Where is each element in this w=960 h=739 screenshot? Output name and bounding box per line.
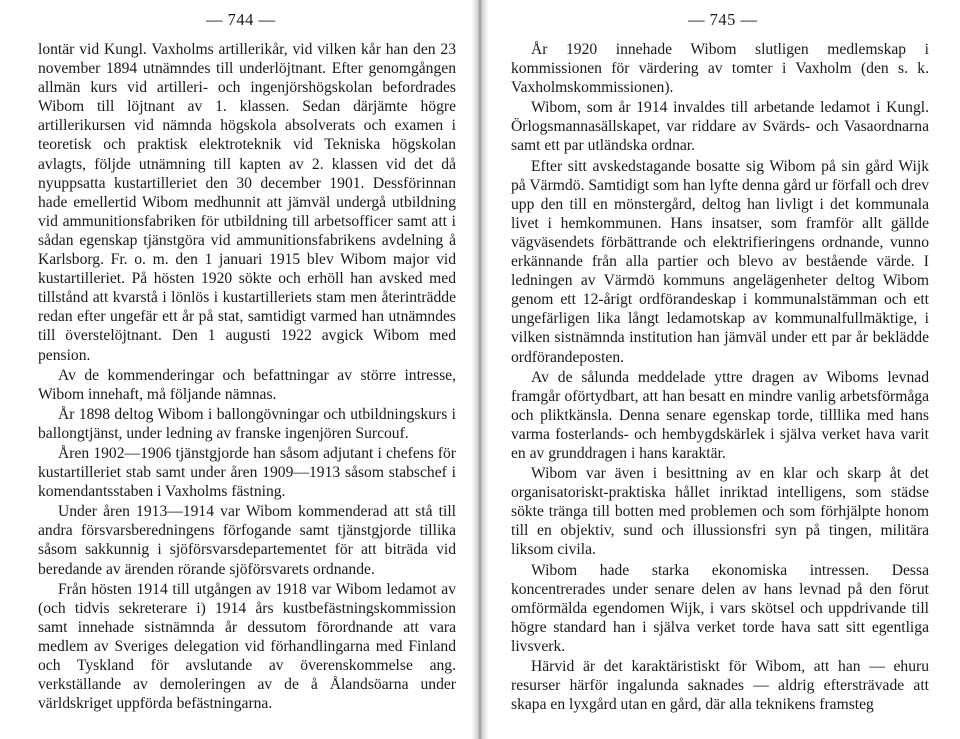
paragraph: Av de kommenderingar och befattningar av större intresse, Wibom innehaft, må följande nämnas. [38, 366, 456, 403]
body-text [511, 40, 929, 714]
paragraph: Från hösten 1914 till utgången av 1918 var Wibom ledamot av (och tidvis sekreterare i) 1914 års kustbefästningskommission samt innehade sistnämnda år dessutom förordnande att vara medlem av Sveriges delegation vid förhandlingarna med Finland och Tyskland för avslutande av överenskommelse ang. verkställande av demoleringen av de å Ålandsöarna under världskriget uppförda befästningarna. [38, 580, 456, 713]
paragraph: Under åren 1913—1914 var Wibom kommenderad att stå till andra försvarsberedningens förfogande samt tjänstgjorde tillika såsom sakkunnig i sjöförsvarsdepartementet för att biträda vid beredande av ärenden rörande sjöförsvarets ordnande. [38, 503, 456, 578]
paragraph: Wibom var även i besittning av en klar och skarp åt det organisatoriskt-praktiska hållet inriktad intelligens, som städse sökte tränga till botten med problemen och som förhjälpte honom till en objektiv, sund och illussionsfri syn på tingen, militära liksom civila. [511, 465, 929, 559]
paragraph: Härvid är det karaktäristiskt för Wibom, att han — ehuru resurser härför ingalunda saknades — aldrig eftersträvade att skapa en lyxgård utan en gård, där alla teknikens framsteg [511, 658, 929, 714]
page-number: — 745 — [688, 10, 758, 29]
paragraph: lontär vid Kungl. Vaxholms artillerikår, vid vilken kår han den 23 november 1894 utnämndes till underlöjtnant. Efter genomgången allmän kurs vid artilleri- och ingenjörshögskolan befordrades Wibom till löjtnant av 1. klassen. Sedan därjämte högre artillerikursen vid nämnda högskola absolverats och examen i teoretisk och praktisk elektroteknik vid Tekniska högskolan avlagts, följde utnämning till kapten av 2. klassen vid det då nyuppsatta kustartilleriet den 30 december 1901. Dessförinnan hade emellertid Wibom medhunnit att jämväl undergå utbildning vid ammunitionsfabriken för utbildning till arbetsofficer samt att i sådan egenskap tjänstgöra vid ammunitionsfabrikens avdelning å Karlsborg. Fr. o. m. den 1 januari 1915 blev Wibom major vid kustartilleriet. På hösten 1920 sökte och erhöll han avsked med tillstånd att kvarstå i lönlös i kustartilleriets stam men återinträdde redan efter ungefär ett år på stat, samtidigt varmed han utnämndes till överstelöjtnant. Den 1 augusti 1922 avgick Wibom med pension. [38, 41, 456, 364]
right-page [480, 0, 960, 739]
paragraph: Wibom, som år 1914 invaldes till arbetande ledamot i Kungl. Örlogsmannasällskapet, var riddare av Svärds- och Vasaordnarna samt ett par utländska ordnar. [511, 99, 929, 155]
paragraph: År 1898 deltog Wibom i ballongövningar och utbildningskurs i ballongtjänst, under ledning av franske ingenjören Surcouf. [38, 405, 456, 442]
page-number: — 744 — [206, 10, 276, 29]
paragraph: Åren 1902—1906 tjänstgjorde han såsom adjutant i chefens för kustartilleriet stab samt under åren 1909—1913 såsom stabschef i komendantsstaben i Vaxholms fästning. [38, 444, 456, 501]
paragraph: Efter sitt avskedstagande bosatte sig Wibom på sin gård Wijk på Värmdö. Samtidigt som han lyfte denna gård ur förfall och drev upp den till en mönstergård, deltog han livligt i det kommunala livet i hemkommunen. Hans insatser, som framför allt gällde vägväsendets förbättrande och elektrifieringens ordnande, vunno erkännande från alla partier och blevo av bestående värde. I ledningen av Värmdö kommuns angelägenheter deltog Wibom genom ett 12-årigt ordförandeskap i kommunalstämman och ett ungefärligen lika långt ledamotskap av kommunalfullmäktige, i vilken sistnämnda institution han jämväl under ett par år beklädde ordförandeposten. [511, 157, 929, 366]
paragraph: Wibom hade starka ekonomiska intressen. Dessa koncentrerades under senare delen av hans levnad på den förut omförmälda egendomen Wijk, i vars skötsel och uppdrivande till högre standard han i själva verket torde hava satt sitt egentliga livsverk. [511, 561, 929, 655]
paragraph: År 1920 innehade Wibom slutligen medlemskap i kommissionen för värdering av tomter i Vaxholm (den s. k. Vaxholmskommissionen). [511, 41, 929, 97]
paragraph: Av de sålunda meddelade yttre dragen av Wiboms levnad framgår oförtydbart, att han besatt en mindre vanlig arbetsförmåga och pliktkänsla. Denna senare egenskap torde, tilllika med hans varma fosterlands- och hembygdskärlek i själva verket hava varit en av grunddragen i hans karaktär. [511, 368, 929, 462]
body-text [38, 40, 456, 713]
